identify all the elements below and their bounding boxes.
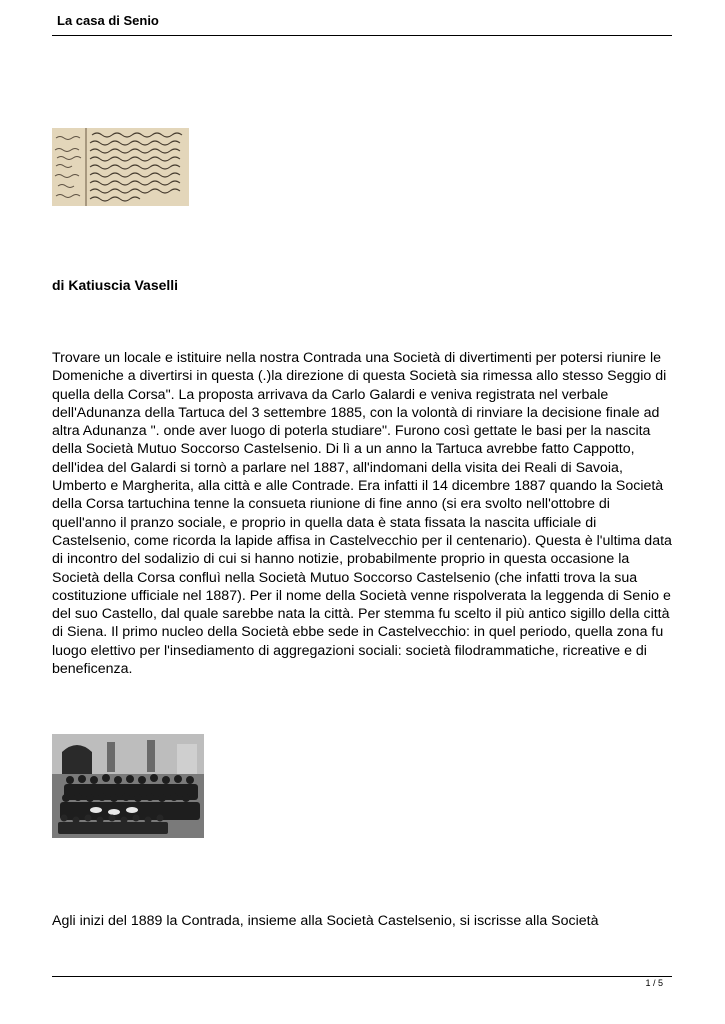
document-title: La casa di Senio xyxy=(57,13,159,28)
article-author: di Katiuscia Vaselli xyxy=(52,277,179,293)
article-body: Trovare un locale e istituire nella nostra Contrada una Società di divertimenti per potersi riunire le Domeniche a divertirsi in questa (.)la direzione di questa Società sia rimessa allo stesso Seggio di quella della Corsa". La proposta arrivava da Carlo Galardi e veniva registrata nel verbale dell'Adunanza della Tartuca del 3 settembre 1885, con la volontà di rinviare la decisione finale ad altra Adunanza ". onde aver luogo di poterla studiare". Furono così gettate le basi per la nascita della Società Mutuo Soccorso Castelsenio. Di lì a un anno la Tartuca avrebbe fatto Cappotto, dell'idea del Galardi si tornò a parlare nel 1887, all'indomani della visita dei Reali di Savoia, Umberto e Margherita, alla città e alle Contrade. Era infatti il 14 dicembre 1887 quando la Società della Corsa tartuchina tenne la consueta riunione di fine anno (si era svolto nell'ottobre di quell'anno il pranzo sociale, e proprio in quella data è stata fissata la nascita ufficiale di Castelsenio, come ricorda la lapide affisa in Castelvecchio per il centenario). Questa è l'ultima data di incontro del sodalizio di cui si hanno notizie, probabilmente proprio in questa occasione la Società della Corsa confluì nella Società Mutuo Soccorso Castelsenio (che infatti trova la sua costituzione ufficiale nel 1887). Per il nome della Società venne rispolverata la leggenda di Senio e del suo Castello, dal quale sarebbe nata la città. Per stemma fu scelto il più antico sigillo della città di Siena. Il primo nucleo della Società ebbe sede in Castelvecchio: in quel periodo, quella zona fu luogo elettivo per l'insediamento di aggregazioni sociali: società filodrammatiche, ricreative e di beneficenza. xyxy=(52,350,672,678)
manuscript-image xyxy=(52,128,189,206)
manuscript-scan-icon xyxy=(52,128,189,206)
group-photo-icon xyxy=(52,734,204,838)
group-photo-image xyxy=(52,734,204,838)
header-divider xyxy=(52,35,672,36)
page-number: 1 / 5 xyxy=(645,978,663,988)
article-closing: Agli inizi del 1889 la Contrada, insieme alla Società Castelsenio, si iscrisse alla Società xyxy=(52,913,599,929)
footer-divider xyxy=(52,976,672,977)
